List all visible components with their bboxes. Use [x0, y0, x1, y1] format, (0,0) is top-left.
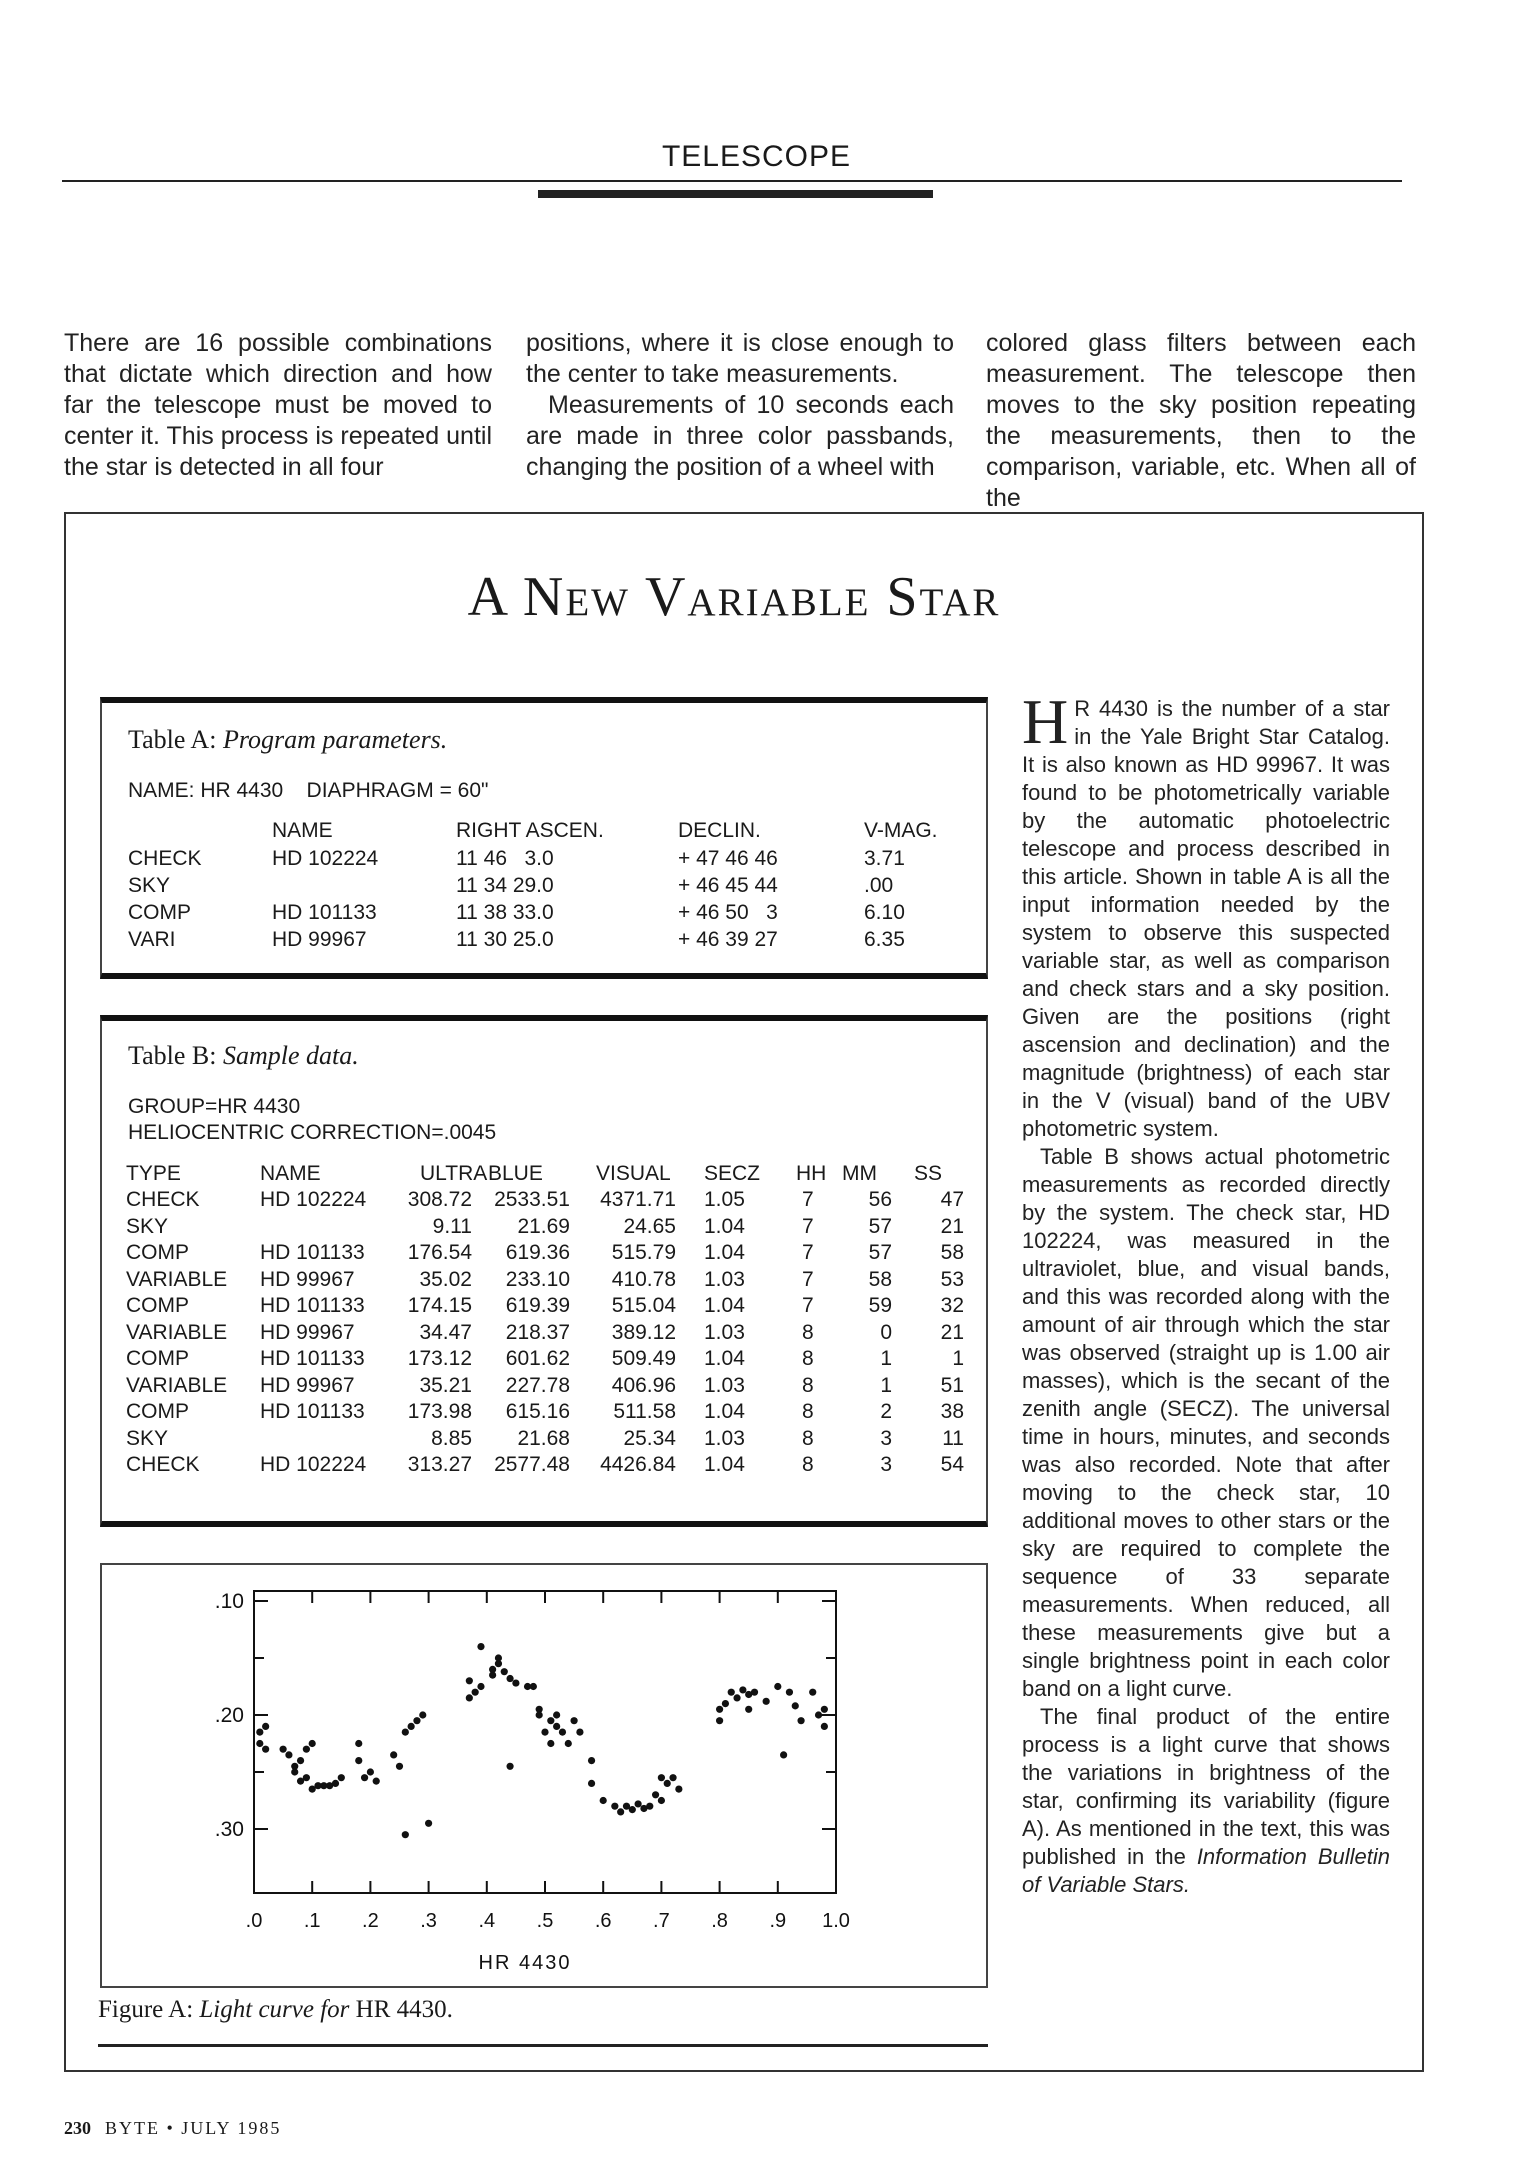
data-point [309, 1740, 316, 1747]
table-b-cell: 7 [802, 1241, 814, 1264]
data-point [559, 1729, 566, 1736]
table-a-cell: 11 46 3.0 [456, 847, 554, 870]
data-point [472, 1689, 479, 1696]
data-point [396, 1763, 403, 1770]
data-point [262, 1746, 269, 1753]
table-b-cell: 1.03 [704, 1320, 745, 1344]
header-bar [538, 190, 933, 198]
table-b-cell: 308.72 [407, 1188, 472, 1211]
data-point [501, 1668, 508, 1675]
data-point [285, 1751, 292, 1758]
col2-para-2: Measurements of 10 seconds each are made in three color passbands, changing the position of a wheel with [526, 391, 954, 481]
header-rule [62, 180, 1402, 182]
figure-a-box [100, 1563, 988, 1988]
table-b-cell: 515.04 [611, 1294, 676, 1317]
table-b-cell: 1.04 [704, 1214, 745, 1238]
table-b-cell: 58 [940, 1241, 964, 1264]
table-b-cell: CHECK [126, 1188, 200, 1211]
table-b-cell: 1.04 [704, 1347, 745, 1370]
table-b-label: Table B: [128, 1041, 217, 1070]
table-b-cell: 1 [880, 1347, 892, 1370]
table-b-cell: HD 101133 [260, 1241, 365, 1264]
table-b-header: SS [914, 1162, 943, 1185]
table-b-cell: 32 [940, 1294, 964, 1317]
data-point [355, 1740, 362, 1747]
table-a-cell: 3.71 [864, 847, 905, 870]
table-a-header: NAME [272, 819, 333, 842]
col3-text: colored glass filters between each measurement. The telescope then moves to the sky position repeating the measurements, then to the comparison, variable, etc. When all of the [986, 329, 1416, 512]
chart-points [256, 1643, 828, 1838]
data-point [669, 1774, 676, 1781]
x-tick-label: .0 [245, 1910, 263, 1932]
data-point [547, 1740, 554, 1747]
figure-a-caption [98, 1996, 453, 2024]
table-b-cell: 4426.84 [600, 1453, 676, 1476]
data-point [821, 1706, 828, 1713]
data-point [402, 1729, 409, 1736]
table-b-cell: 8 [802, 1347, 814, 1370]
data-point [506, 1675, 513, 1682]
data-point [355, 1757, 362, 1764]
table-b-cell: 2533.51 [494, 1188, 570, 1211]
table-b-cell: 619.36 [505, 1241, 570, 1264]
data-point [419, 1711, 426, 1718]
data-point [652, 1791, 659, 1798]
table-a-caption [128, 725, 447, 755]
data-point [821, 1723, 828, 1730]
table-b-cell: 21.69 [517, 1214, 570, 1238]
table-b-cell: 227.78 [505, 1373, 570, 1397]
data-point [402, 1831, 409, 1838]
data-point [495, 1654, 502, 1661]
table-b-header: VISUAL [596, 1162, 671, 1185]
data-point [588, 1780, 595, 1787]
data-point [646, 1803, 653, 1810]
data-point [466, 1677, 473, 1684]
table-b-cell: 7 [802, 1188, 814, 1211]
plot-frame [254, 1591, 836, 1893]
table-b-cell: COMP [126, 1294, 189, 1317]
table-b-group-line: GROUP=HR 4430 [128, 1095, 301, 1118]
table-b-cell: 9.11 [432, 1214, 472, 1238]
data-point [658, 1774, 665, 1781]
table-b-cell: 1.03 [704, 1426, 745, 1450]
data-point [815, 1711, 822, 1718]
data-point [792, 1702, 799, 1709]
data-point [512, 1679, 519, 1686]
x-tick-label: 1.0 [822, 1910, 850, 1932]
table-b-cell: 601.62 [505, 1347, 570, 1370]
data-point [367, 1768, 374, 1775]
data-point [571, 1717, 578, 1724]
table-b-cell: 410.78 [611, 1267, 676, 1291]
table-b-cell: HD 99967 [260, 1320, 355, 1344]
table-a-cell: SKY [128, 874, 171, 897]
table-b-cell: 8.85 [431, 1426, 472, 1450]
table-a-cell: CHECK [128, 847, 202, 870]
sidebar-para-1 [1022, 686, 1390, 1143]
table-b-cell: 59 [868, 1294, 892, 1317]
x-tick-label: .6 [594, 1910, 612, 1932]
table-b-cell: 1.04 [704, 1400, 745, 1423]
data-point [413, 1717, 420, 1724]
x-tick-label: .7 [653, 1910, 670, 1932]
col1-text: There are 16 possible combinations that dictate which direction and how far the telescope must be moved to center it. This process is repeated until the star is detected in all four [64, 329, 492, 481]
table-b-cell: 0 [880, 1320, 892, 1344]
body-column-1 [64, 328, 492, 483]
table-b-cell: 8 [802, 1400, 814, 1423]
sidebar-para-1-text: R 4430 is the number of a star in the Yale Bright Star Catalog. It is also known as HD 99967. It was found to be photometrically variable by the automatic photoelectric telescope and process described in this article. Shown in table A is all the input information needed by the system to observe this suspected variable star, as well as comparison and check stars and a sky position. Given are the positions (right ascension and declination) and the magnitude (brightness) of each star in the V (visual) band of the UBV photometric system. [1022, 696, 1390, 1141]
data-point [489, 1666, 496, 1673]
drop-cap: H [1022, 686, 1069, 757]
table-b-cell: 218.37 [505, 1320, 570, 1344]
data-point [361, 1774, 368, 1781]
table-b-cell: 47 [940, 1188, 964, 1211]
table-a-cell: VARI [128, 928, 176, 951]
table-b-cell: 1.04 [704, 1241, 745, 1264]
table-b-cell: HD 101133 [260, 1347, 365, 1370]
data-point [373, 1778, 380, 1785]
table-b-cell: HD 101133 [260, 1400, 365, 1423]
table-b-cell: 4371.71 [600, 1188, 676, 1211]
table-b-cell: 509.49 [611, 1347, 676, 1370]
light-curve-chart [102, 1565, 986, 1986]
table-b-caption [128, 1041, 359, 1071]
table-b [100, 1015, 988, 1527]
data-point [466, 1694, 473, 1701]
table-a-header: RIGHT ASCEN. [456, 819, 604, 842]
x-axis-label: HR 4430 [478, 1952, 572, 1974]
table-b-cell: VARIABLE [126, 1373, 228, 1397]
data-point [797, 1717, 804, 1724]
body-column-2 [526, 328, 954, 483]
data-point [297, 1757, 304, 1764]
data-point [280, 1746, 287, 1753]
table-b-cell: 1.05 [704, 1188, 745, 1211]
data-point [809, 1689, 816, 1696]
data-point [716, 1706, 723, 1713]
x-tick-label: .4 [478, 1910, 496, 1932]
data-point [588, 1757, 595, 1764]
col2-para-1: positions, where it is close enough to the center to take measurements. [526, 329, 954, 388]
table-a-cell: HD 101133 [272, 901, 377, 924]
table-b-cell: 21 [940, 1214, 964, 1238]
x-tick-label: .2 [362, 1910, 379, 1932]
data-point [780, 1751, 787, 1758]
y-tick-label: .30 [214, 1818, 244, 1841]
x-tick-label: .9 [769, 1910, 787, 1932]
data-point [477, 1683, 484, 1690]
data-point [786, 1689, 793, 1696]
data-point [536, 1711, 543, 1718]
table-b-cell: 1.04 [704, 1294, 745, 1317]
table-b-cell: 51 [940, 1373, 964, 1397]
data-point [617, 1808, 624, 1815]
table-b-caption-text: Sample data. [222, 1041, 359, 1070]
data-point [256, 1729, 263, 1736]
table-b-cell: COMP [126, 1241, 189, 1264]
sidebar-para-2: Table B shows actual photometric measurements as recorded directly by the system. The check star, HD 102224, was measured in the ultraviolet, blue, and visual bands, and this was recorded along with the amount of air through which the star was observed (straight up is 1.00 air masses), which is the secant of the zenith angle (SECZ). The universal time in hours, minutes, and seconds was also recorded. Note that after moving to the check star, 10 additional moves to other stars or the sky are required to complete the sequence of 33 separate measurements. When reduced, all these measurements give but a single brightness point in each color band on a light curve. [1022, 1144, 1390, 1701]
table-b-header: NAME [260, 1162, 321, 1185]
table-b-cell: 511.58 [613, 1400, 676, 1423]
x-tick-label: .5 [536, 1910, 554, 1932]
table-b-cell: SKY [126, 1214, 169, 1238]
data-point [763, 1698, 770, 1705]
table-b-cell: 1 [880, 1373, 892, 1397]
bulletin-title: Information Bulletin of Variable Stars. [1022, 1844, 1390, 1897]
table-a-cell: 6.35 [864, 928, 905, 951]
data-point [332, 1780, 339, 1787]
table-b-cell: 233.10 [505, 1267, 570, 1291]
data-point [262, 1723, 269, 1730]
table-a-caption-text: Program parameters. [222, 725, 448, 754]
table-b-header: BLUE [488, 1162, 543, 1185]
table-b-cell: VARIABLE [126, 1267, 228, 1291]
table-b-cell: 406.96 [611, 1373, 676, 1397]
data-point [635, 1800, 642, 1807]
table-a-name-line: NAME: HR 4430 DIAPHRAGM = 60" [128, 779, 489, 802]
table-a-cell: 11 30 25.0 [456, 928, 554, 951]
data-point [629, 1806, 636, 1813]
table-b-cell: 35.02 [419, 1267, 472, 1291]
magazine-issue: BYTE • JULY 1985 [105, 2118, 282, 2138]
data-point [506, 1763, 513, 1770]
table-a-cell: 11 34 29.0 [456, 874, 554, 897]
table-b-cell: 313.27 [407, 1453, 472, 1476]
table-b-cell: 515.79 [611, 1241, 676, 1264]
page-number: 230 [64, 2118, 91, 2138]
page-footer [64, 2118, 281, 2139]
table-b-cell: 8 [802, 1373, 814, 1397]
table-b-cell: 57 [868, 1241, 892, 1264]
table-b-header: SECZ [704, 1162, 761, 1185]
data-point [303, 1774, 310, 1781]
table-a-cell: COMP [128, 901, 191, 924]
table-b-cell: 1.03 [704, 1373, 745, 1397]
table-b-cell: 21.68 [517, 1426, 570, 1450]
table-b-cell: 174.15 [407, 1294, 472, 1317]
data-point [733, 1694, 740, 1701]
x-tick-label: .1 [303, 1910, 321, 1932]
table-a-cell: + 46 39 27 [678, 928, 778, 951]
table-b-cell: COMP [126, 1400, 189, 1423]
data-point [576, 1729, 583, 1736]
table-b-cell: 615.16 [505, 1400, 570, 1423]
chart-labels [215, 1590, 850, 1974]
table-a-label: Table A: [128, 725, 217, 754]
table-b-cell: 58 [868, 1267, 892, 1291]
data-point [675, 1786, 682, 1793]
table-b-helio-line: HELIOCENTRIC CORRECTION=.0045 [128, 1121, 497, 1144]
table-b-cell: 3 [880, 1426, 892, 1450]
data-point [664, 1780, 671, 1787]
x-tick-label: .3 [420, 1910, 437, 1932]
data-point [256, 1740, 263, 1747]
table-b-cell: 35.21 [419, 1373, 472, 1397]
table-a-cell: + 47 46 46 [678, 847, 778, 870]
sidebar-title: A New Variable Star [467, 566, 1001, 628]
table-b-cell: 1.03 [704, 1267, 745, 1291]
data-point [390, 1751, 397, 1758]
data-point [408, 1723, 415, 1730]
table-b-cell: 34.47 [419, 1320, 472, 1344]
table-b-cell: CHECK [126, 1453, 200, 1476]
table-b-cell: 21 [940, 1320, 964, 1344]
data-point [541, 1729, 548, 1736]
table-a-header: V-MAG. [864, 819, 938, 842]
table-b-cell: SKY [126, 1426, 169, 1450]
data-point [722, 1700, 729, 1707]
table-b-header: ULTRA [420, 1162, 488, 1185]
x-tick-label: .8 [711, 1910, 728, 1932]
table-b-cell: 2577.48 [494, 1453, 570, 1476]
table-b-cell: COMP [126, 1347, 189, 1370]
data-point [600, 1797, 607, 1804]
table-b-header: HH [796, 1162, 827, 1185]
table-b-cell: 53 [940, 1267, 964, 1291]
table-b-header: MM [842, 1162, 877, 1185]
table-b-cell: 173.12 [407, 1347, 472, 1370]
chart-frame [254, 1591, 836, 1893]
figure-a-caption-italic: Light curve for [199, 1996, 350, 2023]
table-a-header: DECLIN. [678, 819, 761, 842]
table-b-cell: 11 [942, 1426, 964, 1450]
table-a-cell: 6.10 [864, 901, 905, 924]
data-point [291, 1763, 298, 1770]
figure-a-caption-rest: HR 4430. [355, 1996, 453, 2023]
figure-rule [98, 2044, 988, 2047]
data-point [745, 1706, 752, 1713]
table-a [100, 697, 988, 979]
table-b-cell: 56 [868, 1188, 892, 1211]
table-b-cell: 7 [802, 1294, 814, 1317]
data-point [716, 1717, 723, 1724]
table-b-cell: 619.39 [505, 1294, 570, 1317]
table-b-cell: HD 102224 [260, 1453, 367, 1476]
data-point [553, 1711, 560, 1718]
table-b-cell: 389.12 [611, 1320, 676, 1344]
data-point [658, 1797, 665, 1804]
table-b-cell: 8 [802, 1453, 814, 1476]
table-b-cell: 173.98 [407, 1400, 472, 1423]
table-b-cell: 7 [802, 1267, 814, 1291]
y-tick-label: .10 [214, 1590, 244, 1613]
sidebar-para-3 [1022, 1703, 1390, 1899]
y-tick-label: .20 [214, 1704, 244, 1727]
data-point [611, 1803, 618, 1810]
table-a-cell: HD 99967 [272, 928, 367, 951]
table-b-cell: 2 [880, 1400, 892, 1423]
data-point [530, 1683, 537, 1690]
sidebar-para-3-text: The final product of the entire process is a light curve that shows the variations in brightness of the star, confirming its variability (figure A). As mentioned in the text, this was published in the [1022, 1704, 1390, 1869]
data-point [739, 1686, 746, 1693]
table-b-cell: VARIABLE [126, 1320, 228, 1344]
table-b-cell: 1.04 [704, 1453, 745, 1476]
data-point [728, 1689, 735, 1696]
table-b-cell: HD 102224 [260, 1188, 367, 1211]
table-b-cell: 176.54 [407, 1241, 472, 1264]
data-point [751, 1689, 758, 1696]
table-b-cell: 38 [940, 1400, 964, 1423]
figure-a-label: Figure A: [98, 1996, 194, 2023]
data-point [565, 1740, 572, 1747]
data-point [303, 1746, 310, 1753]
body-column-3 [986, 328, 1416, 514]
table-a-cell: + 46 45 44 [678, 874, 778, 897]
table-b-header: TYPE [126, 1162, 181, 1185]
data-point [477, 1643, 484, 1650]
table-a-cell: .00 [864, 874, 894, 897]
table-b-cell: 3 [880, 1453, 892, 1476]
table-b-cell: 24.65 [623, 1214, 676, 1238]
data-point [774, 1683, 781, 1690]
table-a-cell: HD 102224 [272, 847, 379, 870]
table-b-cell: 25.34 [623, 1426, 676, 1450]
table-b-cell: HD 99967 [260, 1267, 355, 1291]
table-a-cell: + 46 50 3 [678, 901, 778, 924]
data-point [425, 1820, 432, 1827]
table-b-cell: 8 [802, 1426, 814, 1450]
chart-ticks [254, 1591, 836, 1893]
data-point [338, 1774, 345, 1781]
table-b-cell: 7 [802, 1214, 814, 1238]
table-b-cell: 1 [952, 1347, 964, 1370]
table-b-cell: HD 101133 [260, 1294, 365, 1317]
section-header: TELESCOPE [661, 140, 852, 173]
table-b-cell: 57 [868, 1214, 892, 1238]
sidebar-text [1022, 686, 1390, 1899]
table-b-cell: HD 99967 [260, 1373, 355, 1397]
data-point [553, 1723, 560, 1730]
table-b-cell: 54 [940, 1453, 964, 1476]
data-point [547, 1717, 554, 1724]
table-b-cell: 8 [802, 1320, 814, 1344]
table-a-cell: 11 38 33.0 [456, 901, 554, 924]
